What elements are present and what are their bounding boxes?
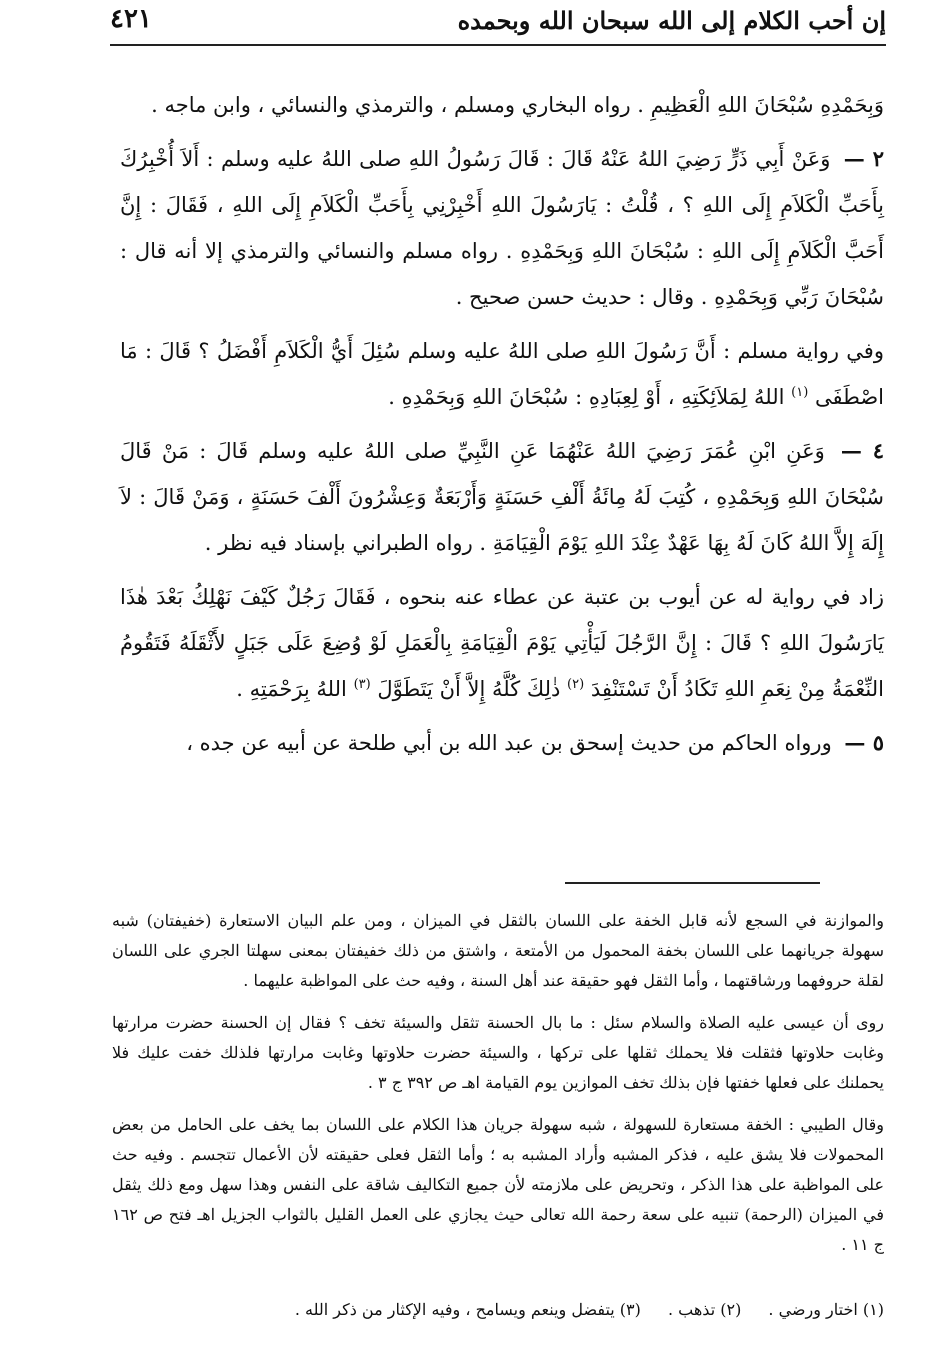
note-paragraph: وقال الطيبي : الخفة مستعارة للسهولة ، شبه سهولة جريان هذا الكلام على اللسان بما يخف على الحامل من بعض المحمولات فلا يشق عليه ، فذكر المشبه وأراد المشبه به ؛ وأما الثقل فعلى حقيقته لأن الأعمال تتجسم . وفيه حث على المواظبة على هذا الذكر ، وتحريض على ملازمته لأن جميع التكاليف شاقة على النفس وهذا سهل ومع ذلك يثقل في الميزان (الرحمة) تنبيه على سعة رحمة الله تعالى حيث يجازي على العمل القليل بالثواب الجزيل اهـ فتح ص ١٦٢ ج ١١ . — [112, 1115, 884, 1254]
footnote-ref-2: (٢) — [567, 677, 585, 692]
additional-narration — [120, 574, 884, 712]
narration-text-a: وفي رواية مسلم : أَنَّ رَسُولَ اللهِ صلى اللهُ عليه وسلم سُئِلَ أَيُّ الْكَلاَمِ أَفْضَلُ ؟ قَالَ : مَا اصْطَفَى — [120, 339, 884, 409]
muslim-narration — [120, 328, 884, 420]
main-text — [120, 82, 884, 774]
footnote-2: (٢) تذهب . — [667, 1300, 742, 1319]
hadith-4 — [120, 428, 884, 566]
narration-text-a: زاد في رواية له عن أيوب بن عتبة عن عطاء عنه بنحوه ، فَقَالَ رَجُلٌ كَيْفَ نَهْلِكُ بَعْدَ هٰذَا يَارَسُولَ اللهِ ؟ قَالَ : إِنَّ الرَّجُلَ لَيَأْتِي يَوْمَ الْقِيَامَةِ بِالْعَمَلِ لَوْ وُضِعَ عَلَى جَبَلٍ لأَثْقَلَهُ فَتَقُومُ النِّعْمَةُ مِنْ نِعَمِ اللهِ تَكَادُ أَنْ تَسْتَنْفِدَ — [120, 585, 884, 701]
hadith-text: وَعَنِ ابْنِ عُمَرَ رَضِيَ اللهُ عَنْهُمَا عَنِ النَّبِيِّ صلى اللهُ عليه وسلم قَالَ : مَنْ قَالَ سُبْحَانَ اللهِ وَبِحَمْدِهِ ، كُتِبَ لَهُ مِائَةُ أَلْفِ حَسَنَةٍ وَأَرْبَعَةٌ وَعِشْرُونَ أَلْفَ حَسَنَةٍ ، وَمَنْ قَالَ : لاَ إِلَهَ إِلاَّ اللهُ كَانَ لَهُ بِهَا عَهْدٌ عِنْدَ اللهِ يَوْمَ الْقِيَامَةِ . رواه الطبراني بإسناد فيه نظر . — [120, 439, 884, 555]
hadith-number: ٤ — — [840, 438, 884, 463]
footnote-1: (١) اختار ورضي . — [768, 1300, 884, 1319]
note-paragraph: روى أن عيسى عليه الصلاة والسلام سئل : ما بال الحسنة تثقل والسيئة تخف ؟ فقال إن الحسنة حضرت مرارتها وغابت حلاوتها فثقلت فلا يحملك ثقلها على تركها ، والسيئة حضرت حلاوتها وغابت مرارتها فلذلك خفت عليك فلا يحملنك على فعلها خفتها فإن بذلك تخف الموازين يوم القيامة اهـ ص ٣٩٢ ج ٣ . — [112, 1013, 884, 1092]
narration-text-b: ذٰلِكَ كُلَّهُ إِلاَّ أَنْ يَتَطَوَّلَ — [377, 677, 561, 701]
hadith-text: ورواه الحاكم من حديث إسحق بن عبد الله بن أبي طلحة عن أبيه عن جده ، — [186, 731, 832, 755]
hadith-number: ٥ — — [844, 730, 884, 755]
footnote-ref-3: (٣) — [353, 677, 371, 692]
hadith-text: وَعَنْ أَبِي ذَرٍّ رَضِيَ اللهُ عَنْهُ قَالَ : قَالَ رَسُولُ اللهِ صلى اللهُ عليه وسلم : أَلاَ أُخْبِرُكَ بِأَحَبِّ الْكَلاَمِ إِلَى اللهِ ؟ ، قُلْتُ : يَارَسُولَ اللهِ أَخْبِرْنِي بِأَحَبِّ الْكَلاَمِ إِلَى اللهِ ، فَقَالَ : إِنَّ أَحَبَّ الْكَلاَمِ إِلَى اللهِ : سُبْحَانَ اللهِ وَبِحَمْدِهِ . رواه مسلم والنسائي والترمذي إلا أنه قال : سُبْحَانَ رَبِّي وَبِحَمْدِهِ . وقال : حديث حسن صحيح . — [120, 147, 884, 309]
running-title: إن أحب الكلام إلى الله سبحان الله وبحمده — [457, 6, 886, 35]
note-paragraph: والموازنة في السجع لأنه قابل الخفة على اللسان بالثقل في الميزان ، ومن علم البيان الاستعارة (خفيفتان) شبه سهولة جريانهما على اللسان بخفة المحمول من الأمتعة ، واشتق من ذلك خفيفتان بمعنى سهلتا الجري على اللسان لقلة حروفهما ورشاقتهما ، وأما الثقل فهو حقيقة عند أهل السنة ، وفيه حث على المواظبة عليهما . — [112, 911, 884, 990]
hadith-number: ٢ — — [843, 146, 884, 171]
footnote-3: (٣) يتفضل وينعم ويسامح ، وفيه الإكثار من ذكر الله . — [294, 1300, 641, 1319]
narration-text-b: اللهُ لِمَلاَئِكَتِهِ ، أَوْ لِعِبَادِهِ : سُبْحَانَ اللهِ وَبِحَمْدِهِ . — [388, 385, 785, 409]
page-number: ٤٢١ — [110, 4, 152, 34]
footnotes — [112, 1296, 884, 1324]
page-header — [110, 0, 886, 46]
footnote-ref-1: (١) — [791, 385, 809, 400]
footnote-divider — [565, 882, 820, 884]
hadith-5 — [120, 720, 884, 766]
commentary-notes — [112, 906, 884, 1272]
paragraph-continuation: وَبِحَمْدِهِ سُبْحَانَ اللهِ الْعَظِيمِ . رواه البخاري ومسلم ، والترمذي والنسائي ، وابن ماجه . — [151, 93, 884, 117]
narration-text-c: اللهُ بِرَحْمَتِهِ . — [236, 677, 347, 701]
hadith-2 — [120, 136, 884, 320]
